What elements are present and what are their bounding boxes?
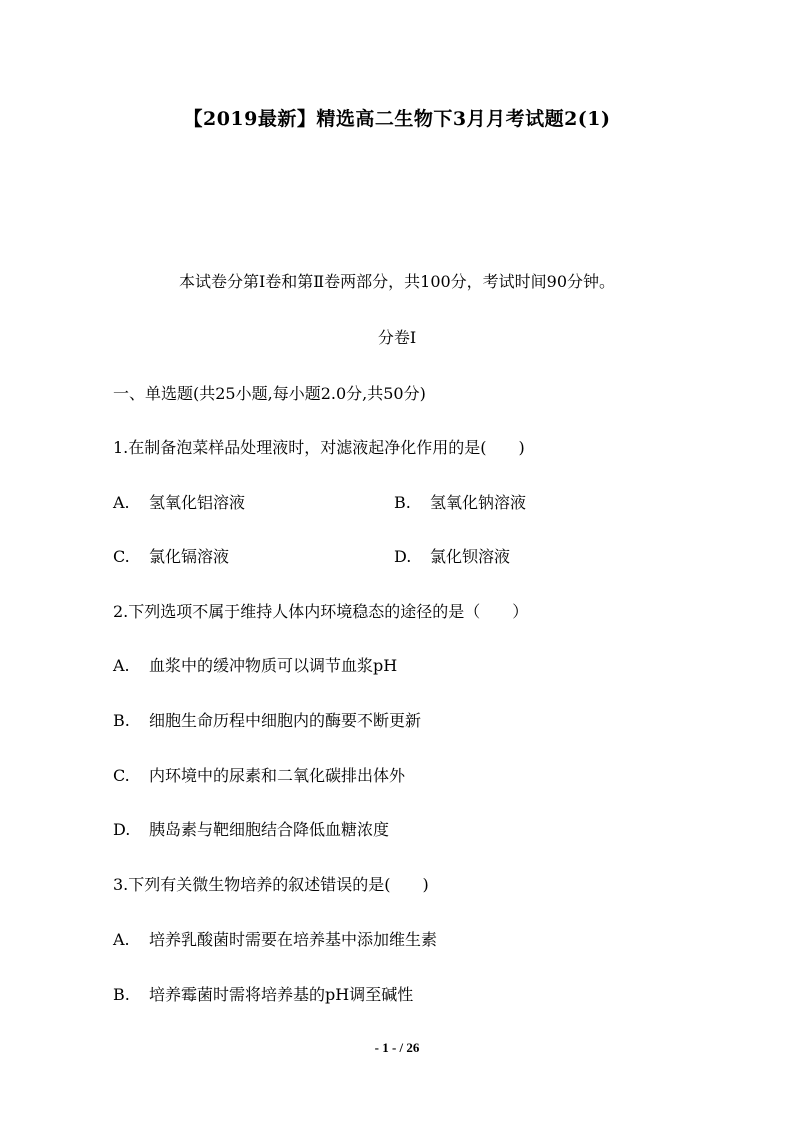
option-a [113,930,437,950]
option-text: 细胞生命历程中细胞内的酶要不断更新 [149,711,422,730]
question-stem: 1.在制备泡菜样品处理液时，对滤液起净化作用的是( ) [113,438,525,457]
option-d [113,820,389,840]
option-c [113,766,405,786]
section-heading: 一、单选题(共25小题,每小题2.0分,共50分) [113,384,426,403]
option-text: 氢氧化钠溶液 [430,493,527,512]
question-stem: 2.下列选项不属于维持人体内环境稳态的途径的是（ ） [113,602,529,621]
option-b [113,711,421,731]
option-label: B. [113,711,130,730]
option-label: D. [113,820,131,839]
option-b [113,985,413,1005]
option-text: 血浆中的缓冲物质可以调节血浆pH [149,656,398,675]
option-text: 胰岛素与靶细胞结合降低血糖浓度 [149,820,390,839]
part-heading: 分卷I [377,328,417,347]
document-title: 【2019最新】精选高二生物下3月月考试题2(1) [183,108,611,130]
question-stem: 3.下列有关微生物培养的叙述错误的是( ) [113,875,429,894]
option-text: 氢氧化铝溶液 [149,493,246,512]
option-label: A. [113,656,130,675]
option-a [113,493,245,513]
option-text: 氯化镉溶液 [149,547,230,566]
option-text: 内环境中的尿素和二氧化碳排出体外 [149,766,406,785]
option-a [113,656,397,676]
option-text: 培养乳酸菌时需要在培养基中添加维生素 [149,930,438,949]
option-text: 氯化钡溶液 [430,547,511,566]
page-number: - 1 - / 26 [374,1040,420,1055]
option-c [113,547,229,567]
option-label: D. [394,547,412,566]
option-label: C. [113,547,130,566]
option-text: 培养霉菌时需将培养基的pH调至碱性 [149,985,414,1004]
option-label: A. [113,493,130,512]
option-b [394,493,526,513]
option-label: A. [113,930,130,949]
option-label: B. [394,493,411,512]
exam-intro: 本试卷分第Ⅰ卷和第Ⅱ卷两部分，共100分，考试时间90分钟。 [178,272,616,291]
option-label: C. [113,766,130,785]
option-label: B. [113,985,130,1004]
option-d [394,547,510,567]
